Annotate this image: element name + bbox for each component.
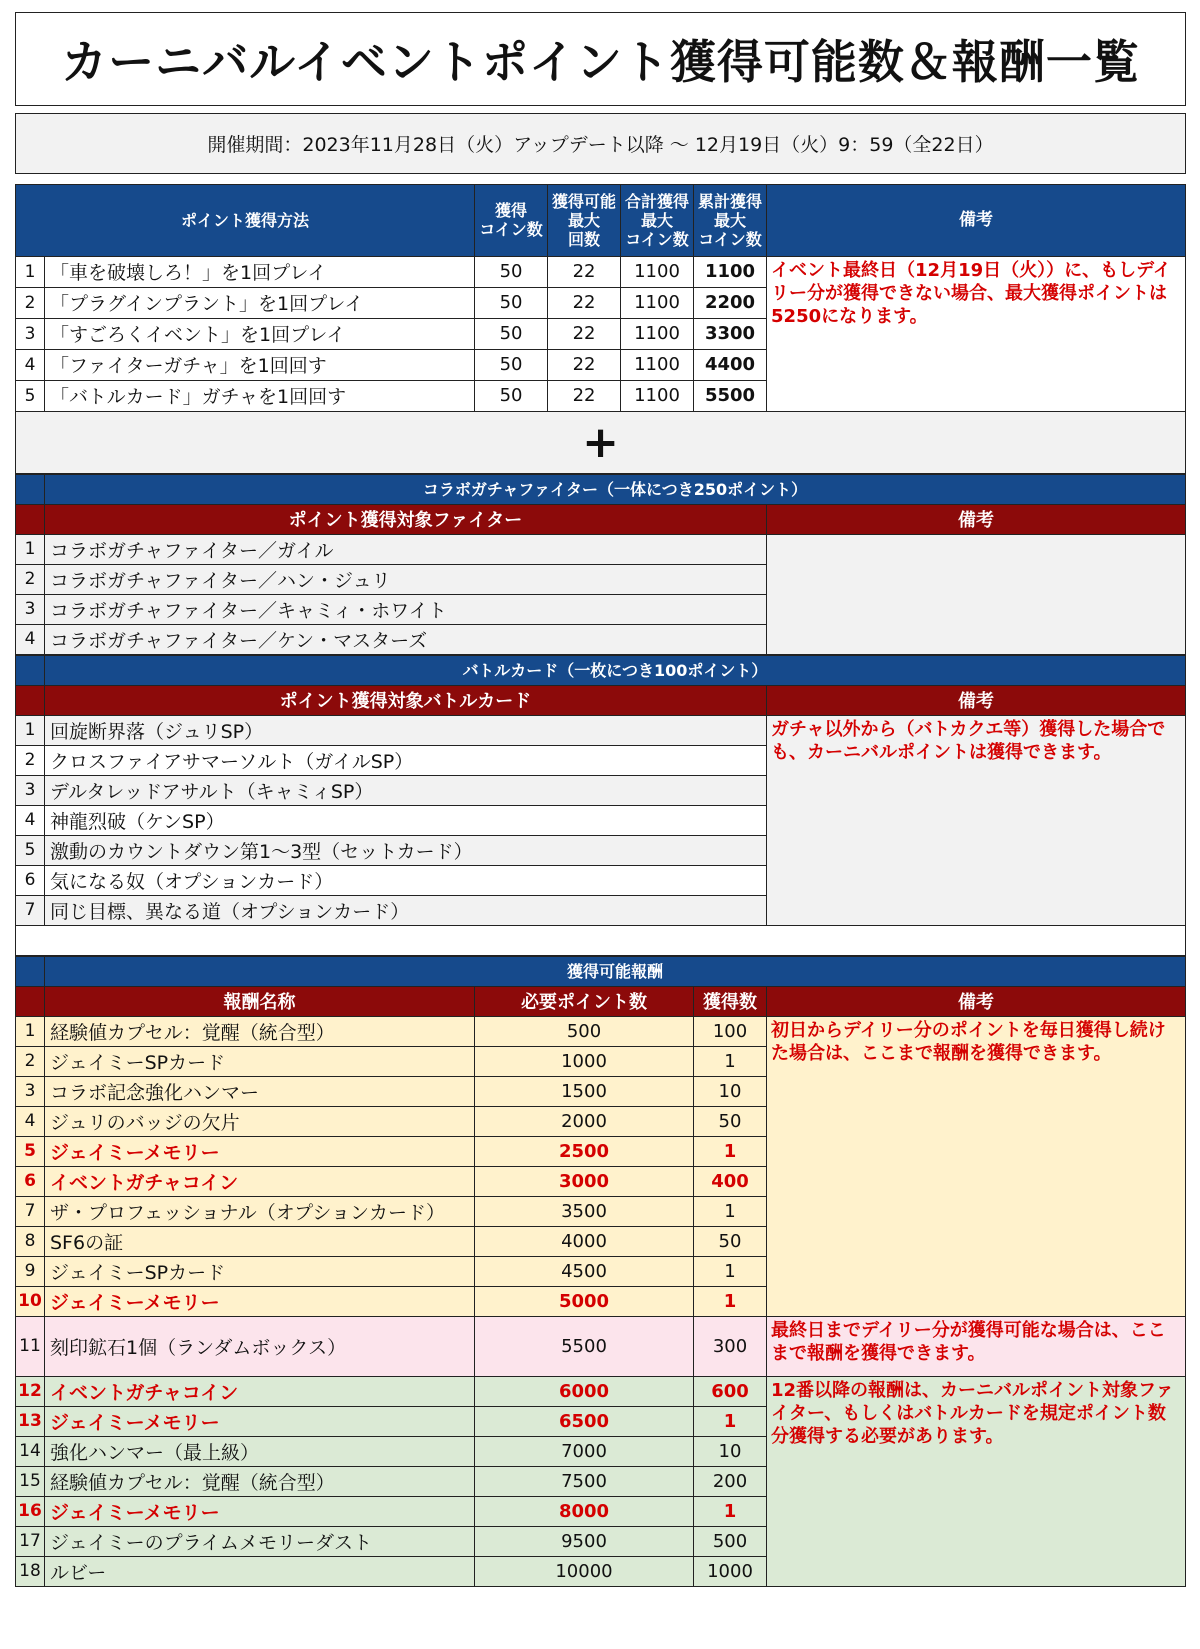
table-row (16, 534, 1186, 564)
reward-count: 600 (694, 1376, 767, 1406)
times-value: 22 (548, 318, 621, 349)
row-number: 6 (16, 865, 45, 895)
cumulative-value: 2200 (694, 287, 767, 318)
method-name: 「すごろくイベント」を1回プレイ (45, 318, 475, 349)
reward-count: 1 (694, 1256, 767, 1286)
reward-count: 1 (694, 1286, 767, 1316)
reward-name: 刻印鉱石1個（ランダムボックス） (45, 1316, 475, 1376)
row-number: 7 (16, 1196, 45, 1226)
method-name: 「バトルカード」ガチャを1回回す (45, 380, 475, 411)
reward-points: 4000 (475, 1226, 694, 1256)
reward-count: 1 (694, 1406, 767, 1436)
reward-banner: 獲得可能報酬 (45, 956, 1186, 986)
card-name: 気になる奴（オプションカード） (45, 865, 767, 895)
times-value: 22 (548, 349, 621, 380)
reward-points: 8000 (475, 1496, 694, 1526)
row-number: 15 (16, 1466, 45, 1496)
row-number: 13 (16, 1406, 45, 1436)
row-number: 5 (16, 835, 45, 865)
row-number: 4 (16, 349, 45, 380)
title-table (15, 12, 1186, 184)
row-number: 4 (16, 805, 45, 835)
reward-points: 6500 (475, 1406, 694, 1436)
row-number: 9 (16, 1256, 45, 1286)
plus-icon: + (16, 411, 1186, 473)
reward-count: 400 (694, 1166, 767, 1196)
reward-count: 1 (694, 1196, 767, 1226)
row-number: 7 (16, 895, 45, 925)
card-note-header: 備考 (767, 685, 1186, 715)
table-row (16, 715, 1186, 745)
header-cumulative: 累計獲得 最大 コイン数 (694, 184, 767, 256)
reward-points: 10000 (475, 1556, 694, 1586)
row-number: 5 (16, 380, 45, 411)
reward-count: 10 (694, 1436, 767, 1466)
reward-name: イベントガチャコイン (45, 1166, 475, 1196)
reward-name: ザ・プロフェッショナル（オプションカード） (45, 1196, 475, 1226)
row-number: 18 (16, 1556, 45, 1586)
reward-name: ジェイミーメモリー (45, 1286, 475, 1316)
table-row (16, 1376, 1186, 1406)
row-number: 10 (16, 1286, 45, 1316)
reward-count: 50 (694, 1106, 767, 1136)
card-banner: バトルカード（一枚につき100ポイント） (45, 655, 1186, 685)
reward-count: 100 (694, 1016, 767, 1046)
cumulative-value: 4400 (694, 349, 767, 380)
reward-name: コラボ記念強化ハンマー (45, 1076, 475, 1106)
reward-name: ジェイミーメモリー (45, 1496, 475, 1526)
fighter-name: コラボガチャファイター／ケン・マスターズ (45, 624, 767, 654)
reward-name: イベントガチャコイン (45, 1376, 475, 1406)
cumulative-value: 3300 (694, 318, 767, 349)
reward-header-points: 必要ポイント数 (475, 986, 694, 1016)
method-name: 「プラグインプラント」を1回プレイ (45, 287, 475, 318)
points-table (15, 184, 1186, 474)
total-value: 1100 (621, 380, 694, 411)
reward-count: 300 (694, 1316, 767, 1376)
reward-name: ジェイミーのプライムメモリーダスト (45, 1526, 475, 1556)
row-number: 1 (16, 256, 45, 287)
fighter-note-header: 備考 (767, 504, 1186, 534)
coins-value: 50 (475, 380, 548, 411)
reward-count: 1000 (694, 1556, 767, 1586)
coins-value: 50 (475, 318, 548, 349)
row-number: 4 (16, 1106, 45, 1136)
row-number: 5 (16, 1136, 45, 1166)
reward-name: ジェイミーSPカード (45, 1256, 475, 1286)
row-number: 1 (16, 1016, 45, 1046)
method-name: 「ファイターガチャ」を1回回す (45, 349, 475, 380)
reward-points: 7000 (475, 1436, 694, 1466)
row-number: 2 (16, 564, 45, 594)
card-table (15, 655, 1186, 956)
fighter-name: コラボガチャファイター／ガイル (45, 534, 767, 564)
header-max-times: 獲得可能 最大 回数 (548, 184, 621, 256)
row-number: 17 (16, 1526, 45, 1556)
fighter-rows (16, 534, 1186, 654)
event-sheet (15, 12, 1185, 1587)
total-value: 1100 (621, 256, 694, 287)
row-number: 3 (16, 1076, 45, 1106)
reward-name: ジェイミーメモリー (45, 1136, 475, 1166)
row-number: 3 (16, 318, 45, 349)
reward-points: 1000 (475, 1046, 694, 1076)
card-note: ガチャ以外から（バトカクエ等）獲得した場合でも、カーニバルポイントは獲得できます。 (767, 715, 1186, 925)
reward-points: 5000 (475, 1286, 694, 1316)
reward-count: 1 (694, 1046, 767, 1076)
event-period: 開催期間：2023年11月28日（火）アップデート以降 〜 12月19日（火）9：59（全22日） (16, 114, 1186, 174)
row-number: 2 (16, 745, 45, 775)
reward-points: 6000 (475, 1376, 694, 1406)
row-number: 14 (16, 1436, 45, 1466)
points-note: イベント最終日（12月19日（火））に、もしデイリー分が獲得できない場合、最大獲得ポイントは5250になります。 (767, 256, 1186, 411)
row-number: 2 (16, 287, 45, 318)
header-note: 備考 (767, 184, 1186, 256)
coins-value: 50 (475, 349, 548, 380)
reward-count: 1 (694, 1496, 767, 1526)
reward-name: ジュリのバッジの欠片 (45, 1106, 475, 1136)
card-name: 神龍烈破（ケンSP） (45, 805, 767, 835)
row-number: 8 (16, 1226, 45, 1256)
card-name: 回旋断界落（ジュリSP） (45, 715, 767, 745)
reward-count: 10 (694, 1076, 767, 1106)
reward-count: 200 (694, 1466, 767, 1496)
fighter-note (767, 534, 1186, 654)
reward-points: 3500 (475, 1196, 694, 1226)
header-method: ポイント獲得方法 (16, 184, 475, 256)
reward-note-last: 最終日までデイリー分が獲得可能な場合は、ここまで報酬を獲得できます。 (767, 1316, 1186, 1376)
times-value: 22 (548, 380, 621, 411)
coins-value: 50 (475, 287, 548, 318)
times-value: 22 (548, 256, 621, 287)
row-number: 3 (16, 775, 45, 805)
reward-count: 50 (694, 1226, 767, 1256)
reward-count: 500 (694, 1526, 767, 1556)
fighter-banner: コラボガチャファイター（一体につき250ポイント） (45, 474, 1186, 504)
card-rows (16, 715, 1186, 925)
card-name: デルタレッドアサルト（キャミィSP） (45, 775, 767, 805)
reward-name: 強化ハンマー（最上級） (45, 1436, 475, 1466)
card-name: 激動のカウントダウン第1〜3型（セットカード） (45, 835, 767, 865)
total-value: 1100 (621, 287, 694, 318)
page-title: カーニバルイベントポイント獲得可能数＆報酬一覧 (16, 13, 1186, 106)
reward-name: ルビー (45, 1556, 475, 1586)
row-number: 4 (16, 624, 45, 654)
row-number: 16 (16, 1496, 45, 1526)
reward-note-daily: 初日からデイリー分のポイントを毎日獲得し続けた場合は、ここまで報酬を獲得できます。 (767, 1016, 1186, 1316)
fighter-name: コラボガチャファイター／ハン・ジュリ (45, 564, 767, 594)
row-number: 6 (16, 1166, 45, 1196)
reward-points: 9500 (475, 1526, 694, 1556)
fighter-header: ポイント獲得対象ファイター (45, 504, 767, 534)
card-name: 同じ目標、異なる道（オプションカード） (45, 895, 767, 925)
reward-name: ジェイミーメモリー (45, 1406, 475, 1436)
fighter-table (15, 474, 1186, 655)
reward-count: 1 (694, 1136, 767, 1166)
reward-header-name: 報酬名称 (45, 986, 475, 1016)
reward-points: 2500 (475, 1136, 694, 1166)
row-number: 3 (16, 594, 45, 624)
cumulative-value: 5500 (694, 380, 767, 411)
reward-points: 5500 (475, 1316, 694, 1376)
reward-header-count: 獲得数 (694, 986, 767, 1016)
card-name: クロスファイアサマーソルト（ガイルSP） (45, 745, 767, 775)
total-value: 1100 (621, 349, 694, 380)
reward-points: 2000 (475, 1106, 694, 1136)
method-name: 「車を破壊しろ！」を1回プレイ (45, 256, 475, 287)
reward-points: 3000 (475, 1166, 694, 1196)
reward-name: SF6の証 (45, 1226, 475, 1256)
row-number: 2 (16, 1046, 45, 1076)
table-row (16, 1316, 1186, 1376)
total-value: 1100 (621, 318, 694, 349)
reward-points: 500 (475, 1016, 694, 1046)
points-rows (16, 256, 1186, 411)
header-total-max: 合計獲得 最大 コイン数 (621, 184, 694, 256)
reward-table (15, 956, 1186, 1587)
reward-points: 1500 (475, 1076, 694, 1106)
row-number: 11 (16, 1316, 45, 1376)
reward-points: 7500 (475, 1466, 694, 1496)
table-row (16, 256, 1186, 287)
reward-name: 経験値カプセル：覚醒（統合型） (45, 1466, 475, 1496)
reward-points: 4500 (475, 1256, 694, 1286)
card-header: ポイント獲得対象バトルカード (45, 685, 767, 715)
table-row (16, 1016, 1186, 1046)
reward-rows (16, 1016, 1186, 1586)
reward-note-12: 12番以降の報酬は、カーニバルポイント対象ファイター、もしくはバトルカードを規定ポイント数分獲得する必要があります。 (767, 1376, 1186, 1586)
row-number: 1 (16, 715, 45, 745)
reward-name: 経験値カプセル：覚醒（統合型） (45, 1016, 475, 1046)
fighter-name: コラボガチャファイター／キャミィ・ホワイト (45, 594, 767, 624)
reward-name: ジェイミーSPカード (45, 1046, 475, 1076)
row-number: 12 (16, 1376, 45, 1406)
reward-header-note: 備考 (767, 986, 1186, 1016)
cumulative-value: 1100 (694, 256, 767, 287)
row-number: 1 (16, 534, 45, 564)
header-coins: 獲得 コイン数 (475, 184, 548, 256)
times-value: 22 (548, 287, 621, 318)
coins-value: 50 (475, 256, 548, 287)
